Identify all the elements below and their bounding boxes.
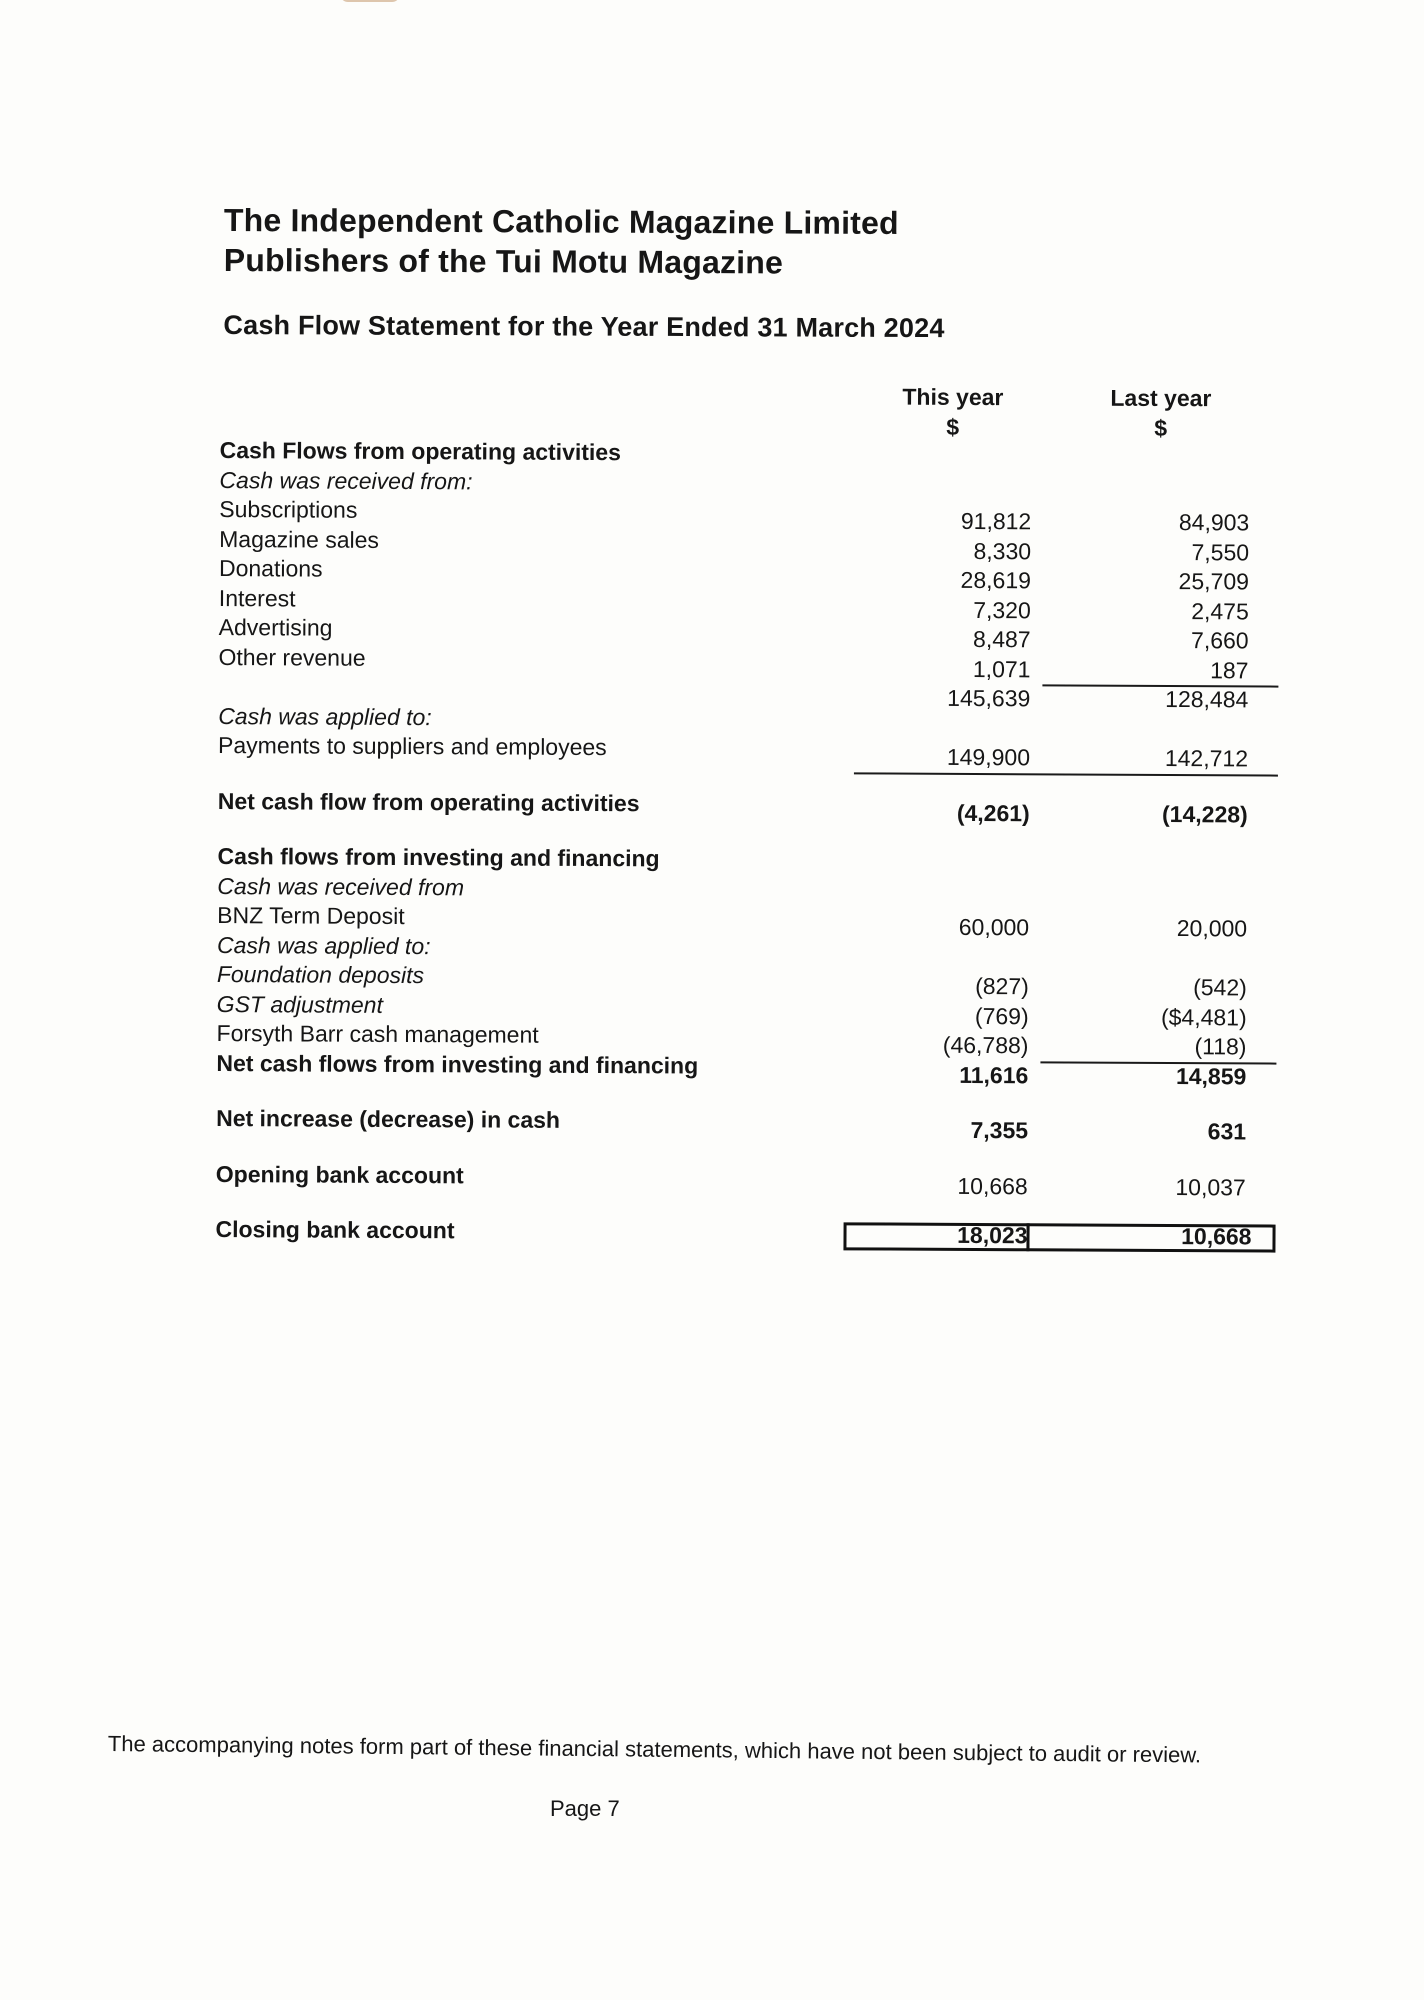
page-number: Page 7 [550,1796,620,1821]
table-row: GST adjustment (769) ($4,481) [216,990,1247,1030]
table-row: Magazine sales 8,330 7,550 [219,525,1250,565]
cash-flow-table [212,378,1282,1250]
net-operating-row: Net cash flow from operating activities (4,261) (14,228) [217,787,1248,827]
subheading-applied: Cash was applied to: [216,931,431,959]
footer-note: The accompanying notes form part of these financial statements, which have not been subject to audit or review. [107,1731,1202,1768]
table-row: Forsyth Barr cash management (46,788) (118) [208,1019,1278,1054]
table-row: Subscriptions 91,812 84,903 [219,496,1250,536]
table-row: BNZ Term Deposit 60,000 20,000 [217,902,1248,942]
subheading-received: Cash was received from: [219,466,473,494]
org-name: The Independent Catholic Magazine Limited [223,201,899,241]
subtotal-row: 145,639 128,484 [947,684,1249,713]
subheading-applied: Cash was applied to: [218,702,432,730]
org-subtitle: Publishers of the Tui Motu Magazine [223,241,784,281]
net-increase-row: Net increase (decrease) in cash 7,355 631 [216,1105,1247,1145]
table-row: Advertising 8,487 7,660 [218,614,1249,654]
statement-title: Cash Flow Statement for the Year Ended 31 March 2024 [223,309,945,344]
closing-bank-row: Closing bank account 18,023 10,668 [207,1215,1277,1250]
column-header-last-year: Last year $ [1110,384,1212,442]
table-row: Interest 7,320 2,475 [218,584,1249,624]
opening-bank-row: Opening bank account 10,668 10,037 [215,1160,1246,1200]
table-row: Other revenue 1,071 187 [210,642,1280,677]
column-header-this-year: This year $ [902,383,1004,440]
table-row: Foundation deposits (827) (542) [216,961,1247,1001]
net-investing-row: Net cash flows from investing and financing 11,616 14,859 [216,1049,1247,1089]
section-heading-investing: Cash flows from investing and financing [217,843,660,872]
subheading-received: Cash was received from [217,872,465,900]
scan-artifact [340,0,400,2]
table-row: Donations 28,619 25,709 [218,555,1250,595]
section-heading-operating: Cash Flows from operating activities [219,437,621,466]
document-header [223,200,945,344]
table-row: Payments to suppliers and employees 149,900 142,712 [210,731,1280,766]
